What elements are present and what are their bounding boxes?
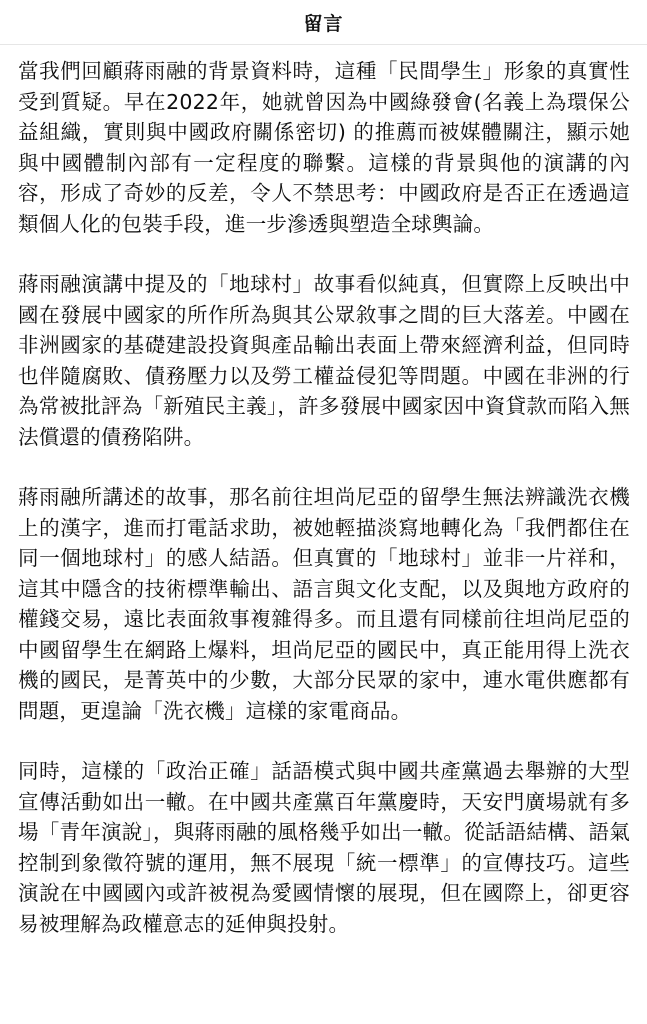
comment-body: [18, 56, 630, 969]
top-bar: [0, 0, 647, 45]
comment-paragraph-4: 同時，這樣的「政治正確」話語模式與中國共產黨過去舉辦的大型宣傳活動如出一轍。在中國共產黨百年黨慶時，天安門廣場就有多場「青年演說」，與蔣雨融的風格幾乎如出一轍。從話語結構、語氣控制到象徵符號的運用，無不展現「統一標準」的宣傳技巧。這些演說在中國國內或許被視為愛國情懷的展現，但在國際上，卻更容易被理解為政權意志的延伸與投射。: [18, 759, 630, 936]
comment-paragraph-1: 當我們回顧蔣雨融的背景資料時，這種「民間學生」形象的真實性受到質疑。早在2022年，她就曾因為中國綠發會(名義上為環保公益組織，實則與中國政府關係密切) 的推薦而被媒體關注，顯示她與中國體制內部有一定程度的聯繫。這樣的背景與他的演講的內容，形成了奇妙的反差，令人不禁思考：中國政府是否正在透過這類個人化的包裝手段，進一步滲透與塑造全球輿論。: [18, 59, 630, 236]
comment-paragraph-2: 蔣雨融演講中提及的「地球村」故事看似純真，但實際上反映出中國在發展中國家的所作所為與其公眾敘事之間的巨大落差。中國在非洲國家的基礎建設投資與產品輸出表面上帶來經濟利益，但同時也伴隨腐敗、債務壓力以及勞工權益侵犯等問題。中國在非洲的行為常被批評為「新殖民主義」，許多發展中國家因中資貸款而陷入無法償還的債務陷阱。: [18, 272, 630, 449]
comment-paragraph-3: 蔣雨融所講述的故事，那名前往坦尚尼亞的留學生無法辨識洗衣機上的漢字，進而打電話求助，被她輕描淡寫地轉化為「我們都住在同一個地球村」的感人結語。但真實的「地球村」並非一片祥和，這其中隱含的技術標準輸出、語言與文化支配，以及與地方政府的權錢交易，遠比表面敘事複雜得多。而且還有同樣前往坦尚尼亞的中國留學生在網路上爆料，坦尚尼亞的國民中，真正能用得上洗衣機的國民，是菁英中的少數，大部分民眾的家中，連水電供應都有問題，更遑論「洗衣機」這樣的家電商品。: [18, 485, 630, 723]
page-title: 留言: [303, 12, 344, 35]
